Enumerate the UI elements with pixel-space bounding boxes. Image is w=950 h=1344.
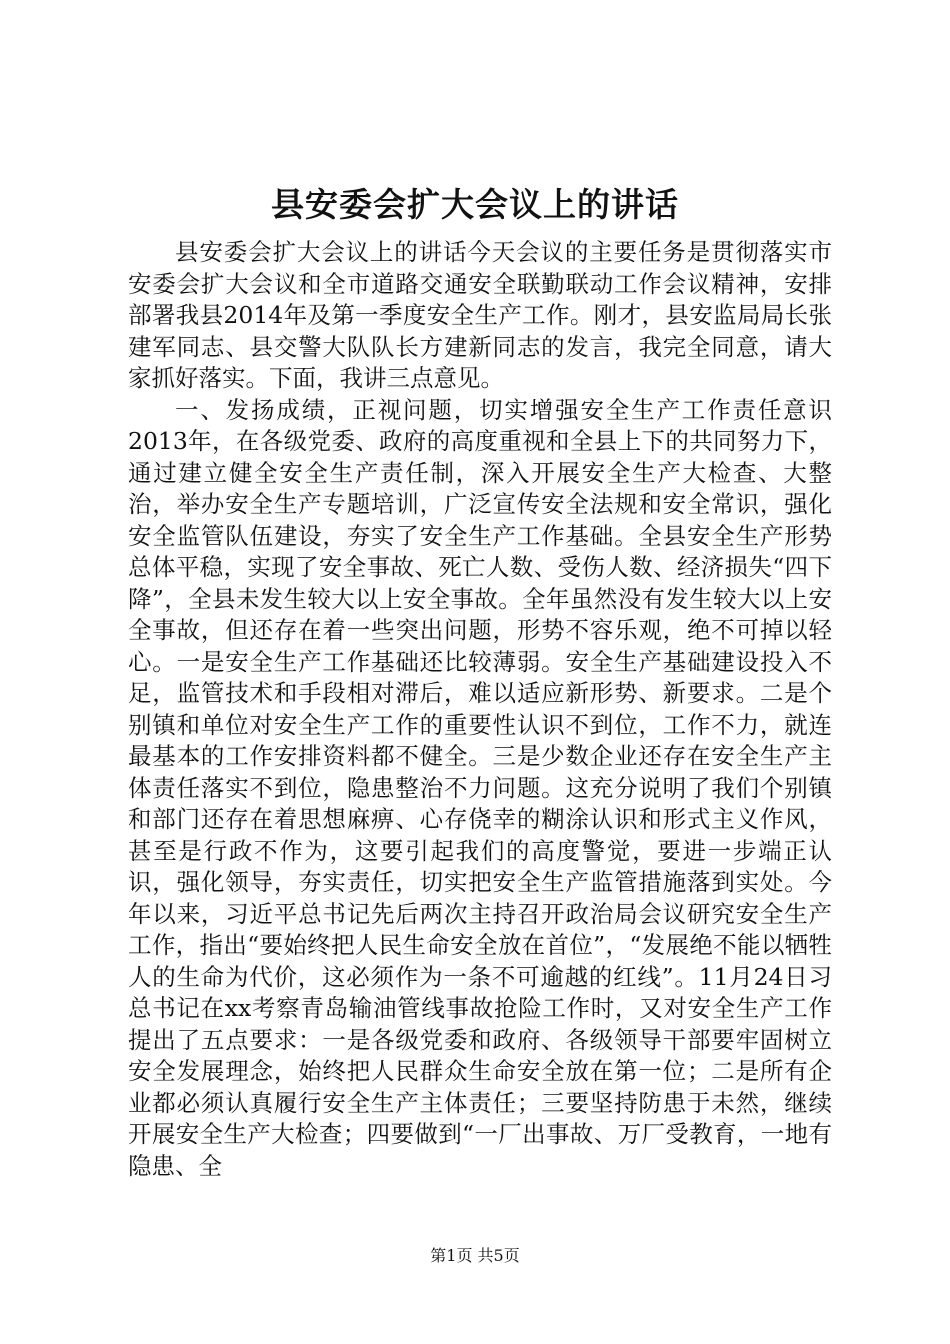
document-title: 县安委会扩大会议上的讲话 <box>271 185 679 224</box>
page-number: 第1页 共5页 <box>430 1246 520 1265</box>
paragraph-section-one: 一、发扬成绩，正视问题，切实增强安全生产工作责任意识2013年，在各级党委、政府的高度重视和全县上下的共同努力下，通过建立健全安全生产责任制，深入开展安全生产大检查、大整治，举办安全生产专题培训，广泛宣传安全法规和安全常识，强化安全监管队伍建设，夯实了安全生产工作基础。全县安全生产形势总体平稳，实现了安全事故、死亡人数、受伤人数、经济损失“四下降”，全县未发生较大以上安全事故。全年虽然没有发生较大以上安全事故，但还存在着一些突出问题，形势不容乐观，绝不可掉以轻心。一是安全生产工作基础还比较薄弱。安全生产基础建设投入不足，监管技术和手段相对滞后，难以适应新形势、新要求。二是个别镇和单位对安全生产工作的重要性认识不到位，工作不力，就连最基本的工作安排资料都不健全。三是少数企业还存在安全生产主体责任落实不到位，隐患整治不力问题。这充分说明了我们个别镇和部门还存在着思想麻痹、心存侥幸的糊涂认识和形式主义作风，甚至是行政不作为，这要引起我们的高度警觉，要进一步端正认识，强化领导，夯实责任，切实把安全生产监管措施落到实处。今年以来，习近平总书记先后两次主持召开政治局会议研究安全生产工作，指出“要始终把人民生命安全放在首位”，“发展绝不能以牺牲人的生命为代价，这必须作为一条不可逾越的红线”。11月24日习总书记在xx考察青岛输油管线事故抢险工作时，又对安全生产工作提出了五点要求：一是各级党委和政府、各级领导干部要牢固树立安全发展理念，始终把人民群众生命安全放在第一位；二是所有企业都必须认真履行安全生产主体责任；三要坚持防患于未然，继续开展安全生产大检查；四要做到“一厂出事故、万厂受教育，一地有隐患、全 <box>128 395 832 1180</box>
document-body <box>128 237 832 1182</box>
paragraph-intro: 县安委会扩大会议上的讲话今天会议的主要任务是贯彻落实市安委会扩大会议和全市道路交通安全联勤联动工作会议精神，安排部署我县2014年及第一季度安全生产工作。刚才，县安监局局长张建军同志、县交警大队队长方建新同志的发言，我完全同意，请大家抓好落实。下面，我讲三点意见。 <box>128 238 832 392</box>
